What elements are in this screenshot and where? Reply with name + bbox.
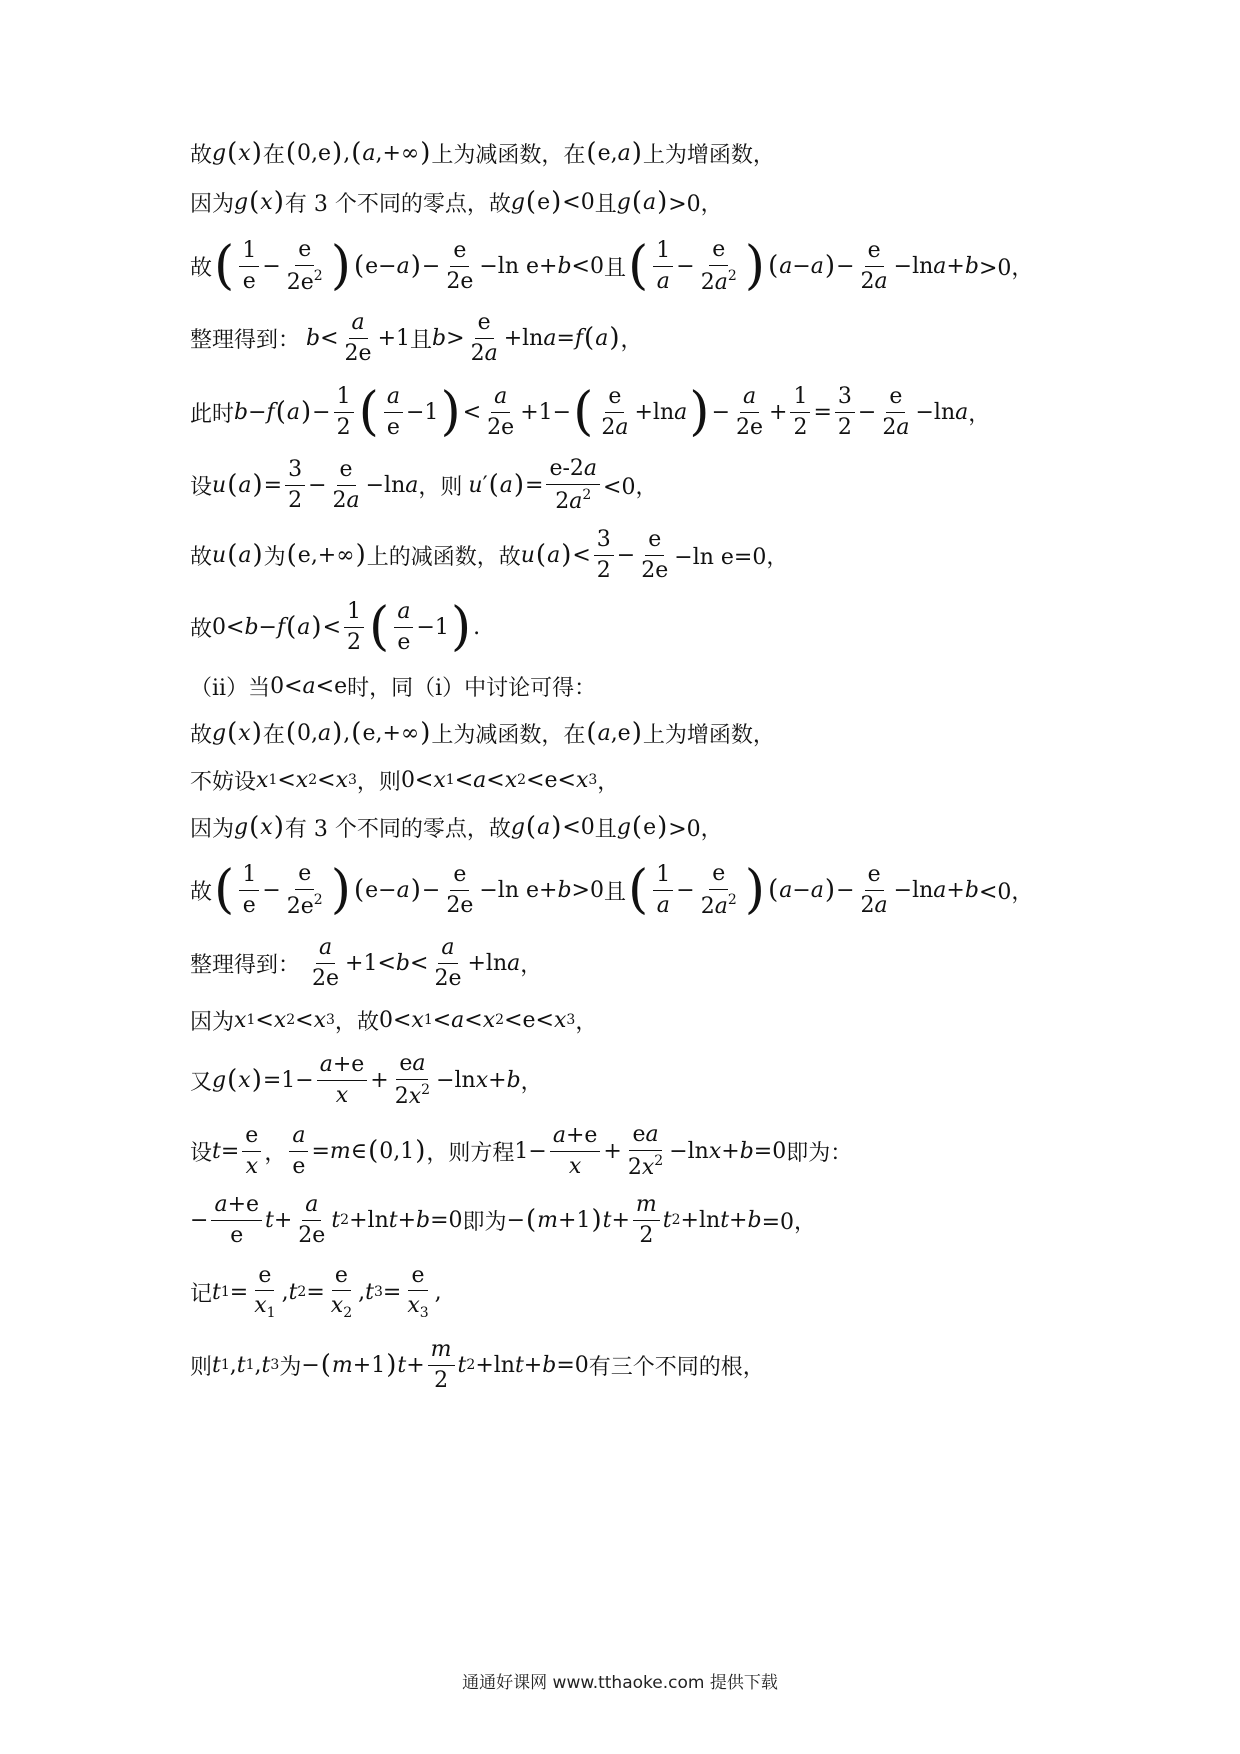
math-line-12: 因为 g ( x ) 有 3 个不同的零点，故 g ( a ) <0 且 g ( e ) >0， <box>190 812 723 842</box>
math-line-17: 设 t = $\frac{e}{x}$ ， $\frac{a}{e}$ = m ∈ ( 0,1 ) ，则方程 1− $\frac{a+e}{x}$ + $\frac{ea}{2x^2}$ −ln x + b =0 即为： <box>190 1122 853 1180</box>
math-line-19: 记 t 1 = $\frac{e}{x_1}$ , t 2 = $\frac{e}{x_2}$ , t 3 = $\frac{e}{x_3}$ , <box>190 1262 442 1322</box>
math-line-10: 故 g ( x ) 在 ( 0, a ) , ( e,+∞ ) 上为减函数，在 ( a ,e ) 上为增函数， <box>190 718 775 748</box>
math-line-13: 故 ( $\frac{1}{e}$ − $\frac{e}{2e^2}$ ) ( e− a ) − $\frac{e}{2e}$ −ln e+ b >0 且 ( $\frac{1}{a}$ − $\frac{e}{2a^2}$ ) ( a − a ) − $\frac{e}{2a}$ −ln a + b <0， <box>190 860 1034 920</box>
case-ii-line: （ii）当 0< a <e 时，同（i）中讨论可得： <box>190 673 597 701</box>
math-line-7: 故 u ( a ) 为 ( e,+∞ ) 上的减函数，故 u ( a ) < $\frac{3}{2}$ − $\frac{e}{2e}$ −ln e=0， <box>190 527 789 583</box>
math-line-18: − $\frac{a+e}{e}$ t + $\frac{a}{2e}$ t 2 +ln t + b =0 即为 − ( m +1 ) t + $\frac{m}{2}$ t 2 +ln t + b =0， <box>190 1192 816 1248</box>
math-line-1: 故 g ( x ) 在 ( 0,e ) , ( a ,+∞ ) 上为减函数，在 ( e, a ) 上为增函数， <box>190 138 775 168</box>
math-line-8: 故 0< b − f ( a ) < $\frac{1}{2}$ ( $\frac{a}{e}$ −1 ) . <box>190 597 481 657</box>
math-line-20: 则 t 1 , t 1 , t 3 为 − ( m +1 ) t + $\frac{m}{2}$ t 2 +ln t + b =0 有三个不同的根， <box>190 1337 765 1393</box>
math-line-3: 故 ( $\frac{1}{e}$ − $\frac{e}{2e^2}$ ) ( e− a ) − $\frac{e}{2e}$ −ln e+ b <0 且 ( $\frac{1}{a}$ − $\frac{e}{2a^2}$ ) ( a − a ) − $\frac{e}{2a}$ −ln a + b >0， <box>190 236 1034 296</box>
math-line-4: 整理得到： b < $\frac{a}{2e}$ +1 且 b > $\frac{e}{2a}$ +ln a = f ( a ) ， <box>190 310 643 366</box>
page-footer: 通通好课网 www.tthaoke.com 提供下载 <box>462 1673 778 1693</box>
math-line-15: 因为 x 1 < x 2 < x 3 ， 故 0< x 1 < a < x 2 <e< x 3 ， <box>190 1007 598 1035</box>
math-line-16: 又 g ( x ) =1− $\frac{a+e}{x}$ + $\frac{ea}{2x^2}$ −ln x + b ， <box>190 1051 543 1109</box>
math-line-11: 不妨设 x 1 < x 2 < x 3 ，则 0< x 1 < a < x 2 <e< x 3 ， <box>190 767 620 795</box>
math-line-2: 因为 g ( x ) 有 3 个不同的零点，故 g ( e ) <0 且 g ( a ) >0， <box>190 187 723 217</box>
math-line-14: 整理得到： $\frac{a}{2e}$ +1< b < $\frac{a}{2e}$ +ln a ， <box>190 935 543 991</box>
math-line-6: 设 u ( a ) = $\frac{3}{2}$ − $\frac{e}{2a}$ −ln a ，则 u ′ ( a ) = $\frac{e-2a}{2a^2}$ <0， <box>190 456 658 514</box>
math-line-5: 此时 b − f ( a ) − $\frac{1}{2}$ ( $\frac{a}{e}$ −1 ) < $\frac{a}{2e}$ +1− ( $\frac{e}{2a}$ +ln a ) − $\frac{a}{2e}$ + $\frac{1}{2}$ = $\frac{3}{2}$ − $\frac{e}{2a}$ −ln a ， <box>190 382 991 442</box>
